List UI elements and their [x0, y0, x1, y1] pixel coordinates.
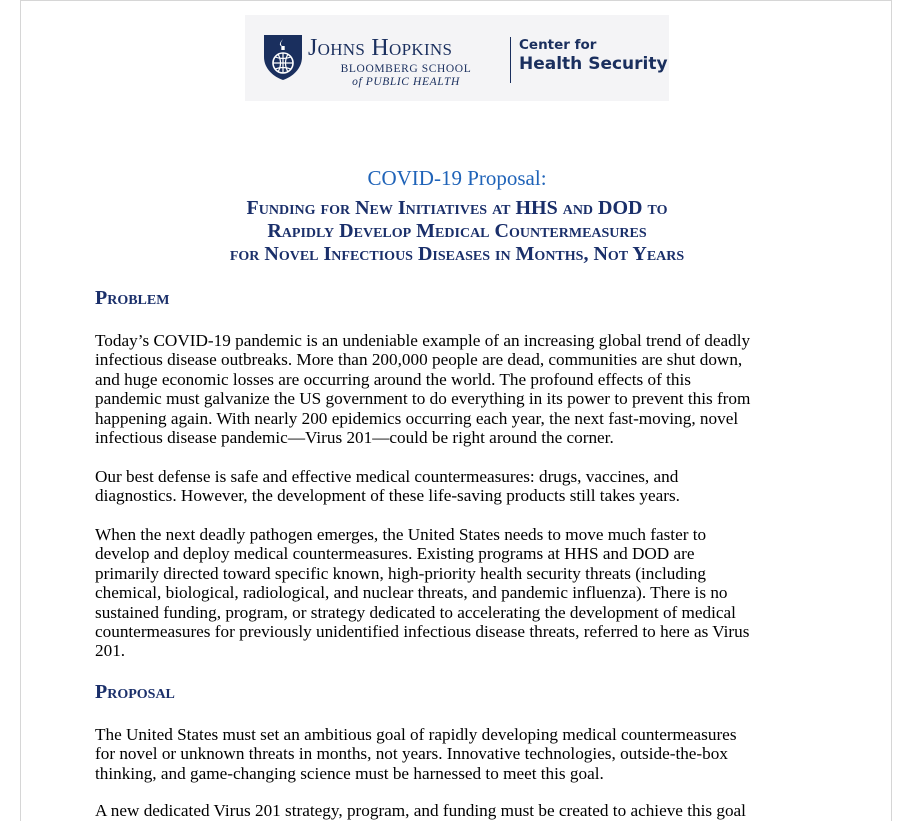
text-line: pandemic must galvanize the US government to do everything in its power to prevent this from — [95, 389, 751, 409]
text-line: develop and deploy medical countermeasures. Existing programs at HHS and DOD are — [95, 544, 695, 564]
text-line: Our best defense is safe and effective medical countermeasures: drugs, vaccines, and — [95, 467, 679, 486]
text-line: primarily directed toward specific known, high-priority health security threats (including — [95, 563, 706, 583]
document-page — [20, 0, 892, 821]
center-name-line-1: Center for — [519, 37, 597, 53]
text-line: infectious disease outbreaks. More than 200,000 people are dead, communities are shut down, — [95, 350, 743, 370]
subtitle-line-2: Rapidly Develop Medical Countermeasures — [267, 220, 647, 242]
text-line: infectious disease pandemic—Virus 201—could be right around the corner. — [95, 428, 614, 448]
text-line: happening again. With nearly 200 epidemics occurring each year, the next fast-moving, novel — [95, 408, 739, 428]
problem-paragraph-1 — [95, 331, 835, 447]
text-line: The United States must set an ambitious goal of rapidly developing medical countermeasures — [95, 725, 737, 744]
document-subtitle — [21, 197, 892, 266]
proposal-paragraph-2 — [95, 801, 835, 820]
section-heading-proposal: Proposal — [95, 681, 175, 703]
institution-name: Johns Hopkins — [308, 35, 453, 61]
center-name-line-2: Health Security — [519, 54, 668, 74]
text-line: sustained funding, program, or strategy dedicated to accelerating the development of medical — [95, 602, 736, 622]
subtitle-line-3: for Novel Infectious Diseases in Months, Not Years — [229, 243, 685, 265]
document-title: COVID-19 Proposal: — [367, 166, 547, 190]
school-name-line-2: of PUBLIC HEALTH — [352, 76, 460, 88]
text-line: for novel or unknown threats in months, not years. Innovative technologies, outside-the-box — [95, 744, 728, 764]
logo-divider — [510, 37, 511, 83]
school-name — [308, 63, 504, 89]
text-line: 201. — [95, 641, 126, 661]
text-line: thinking, and game-changing science must be harnessed to meet this goal. — [95, 763, 604, 783]
problem-paragraph-2 — [95, 467, 835, 506]
school-name-line-1: BLOOMBERG SCHOOL — [340, 63, 472, 75]
text-line: Today’s COVID-19 pandemic is an undeniable example of an increasing global trend of deadly — [95, 331, 751, 350]
proposal-paragraph-1 — [95, 725, 835, 783]
text-line: When the next deadly pathogen emerges, the United States needs to move much faster to — [95, 525, 707, 544]
text-line: A new dedicated Virus 201 strategy, program, and funding must be created to achieve this goal — [95, 801, 746, 820]
text-line: countermeasures for previously unidentified infectious disease threats, referred to here as Virus — [95, 622, 750, 642]
institution-logo — [245, 15, 669, 101]
text-line: and huge economic losses are occurring around the world. The profound effects of this — [95, 369, 691, 389]
subtitle-line-1: Funding for New Initiatives at HHS and DOD to — [246, 197, 668, 219]
shield-icon — [262, 33, 304, 81]
text-line: diagnostics. However, the development of these life-saving products still takes years. — [95, 486, 680, 506]
section-heading-problem: Problem — [95, 287, 170, 309]
problem-paragraph-3 — [95, 525, 835, 661]
text-line: chemical, biological, radiological, and nuclear threats, and pandemic influenza). There is no — [95, 583, 728, 603]
